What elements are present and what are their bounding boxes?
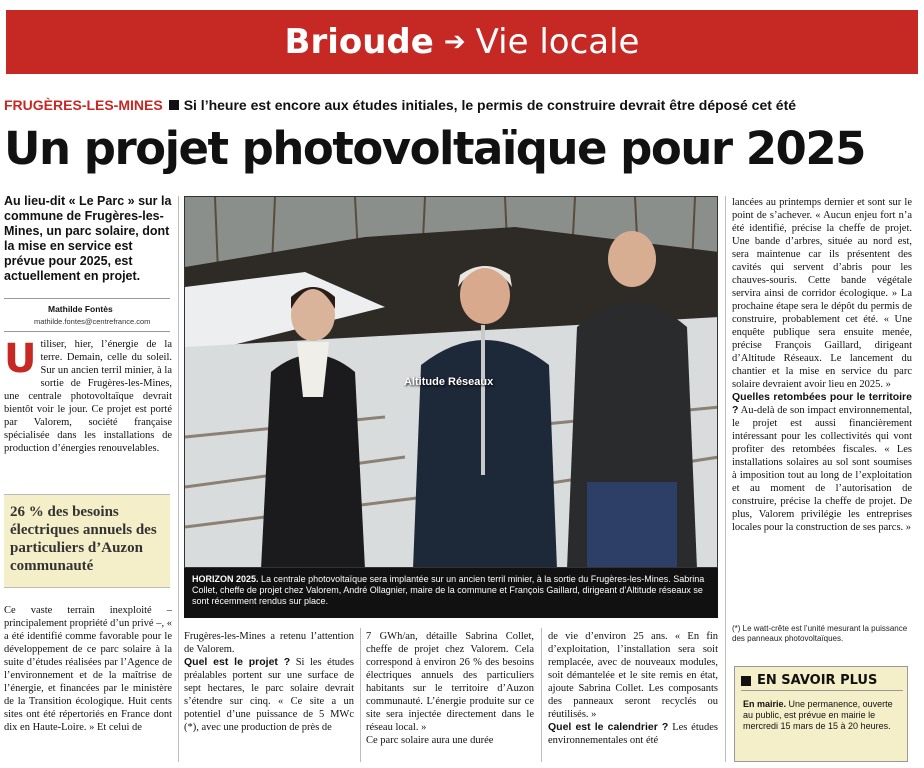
column-rule (541, 628, 542, 762)
square-bullet-icon (741, 676, 751, 686)
column-text: lancées au printemps dernier et sont sur le point de s’achever. « Aucun enjeu fort n’a été identifié, précise la cheffe de projet. Une bande d’arbres, située au nord est, sera maintenue car ils présentent des cavités qui servent d’abris pour les chauves-souris. Cette bande végétale servira ainsi de corridor écologique. » La prochaine étape sera le dépôt du permis de construire, probablement cet été. « Une enquête publique sera ensuite menée, précise François Gaillard, dirigeant d’Altitude Réseaux. Le lancement du chantier et la mise en service du parc solaire devraient avoir lieu en 2025. » (732, 197, 912, 390)
article-column-3 (366, 630, 534, 747)
article-column-1b: Ce vaste terrain inexploité – principalement propriété d’un privé –, « a été identifié comme favorable pour le développement de ce parc solaire à la suite d’études réalisées par l’Agence de l’environnement et de la maîtrise de l’énergie, et financées par le ministère de la Transition écologique. Huit cents sites ont été répertoriés en France dont dix en Haute-Loire. » Et celui de (4, 605, 172, 733)
banner-section: Vie locale (475, 22, 640, 62)
column-text: Frugères-les-Mines a retenu l’attention de Valorem. (184, 631, 354, 655)
banner-city: Brioude (284, 22, 434, 62)
square-bullet-icon (169, 100, 179, 110)
photo-caption (184, 568, 718, 618)
photo-watermark: Altitude Réseaux (404, 376, 494, 388)
pull-quote: 26 % des besoins électriques annuels des particuliers d’Auzon communauté (4, 494, 170, 588)
info-box-text: Une permanence, ouverte au public, est prévue en mairie le mercredi 15 mars de 15 à 20 heures. (743, 699, 893, 731)
column-text: Si les études préalables portent sur une surface de sept hectares, le parc solaire devrait s’étendre sur cinq. « Ce site a un potentiel d’une puissance de 5 MWc (*), avec une production de près de (184, 657, 354, 733)
article-column-2 (184, 630, 354, 734)
column-text: Ce parc solaire aura une durée (366, 735, 494, 746)
divider (4, 298, 170, 299)
column-rule (725, 196, 726, 762)
info-box-body (743, 699, 903, 732)
column-rule (360, 628, 361, 762)
info-box-header (741, 671, 903, 691)
arrow-right-icon: ➔ (443, 27, 466, 57)
divider (4, 331, 170, 332)
subheading: Quelles retombées pour le territoire ? (732, 391, 912, 416)
subheading: Quel est le projet ? (184, 656, 291, 668)
info-box-title: EN SAVOIR PLUS (757, 673, 878, 688)
column-text: tiliser, hier, l’énergie de la terre. Demain, celle du soleil. Sur un ancien terril minier, à la sortie de Frugères-les-Mines, une centrale photovoltaïque devrait bientôt voir le jour. Ce projet est porté par Valorem, société française spécialisée dans les installations de production d’énergies renouvelables. (4, 339, 172, 454)
caption-label: HORIZON 2025. (192, 574, 259, 584)
column-text: Les études environnementales ont été (548, 722, 718, 746)
section-banner (6, 10, 918, 74)
column-text: Au-delà de son impact environnemental, le projet est aussi financièrement intéressant pour les collectivités qui vont profiter des retombées fiscales. « Les installations solaires au sol sont soumises à imposition tout au long de l’exploitation et au moment de l’autorisation de construire, précise la cheffe de projet. De plus, Valorem privilégie les entreprises locales pour la construction de ses parcs. » (732, 405, 913, 533)
subheading: Quel est le calendrier ? (548, 721, 669, 733)
kicker-text: Si l’heure est encore aux études initiales, le permis de construire devrait être déposé cet été (183, 97, 797, 113)
column-rule (178, 196, 179, 762)
info-box (734, 666, 908, 762)
author-email[interactable]: mathilde.fontes@centrefrance.com (34, 317, 151, 326)
article-column-1 (4, 338, 172, 455)
caption-text: La centrale photovoltaïque sera implantée sur un ancien terril minier, à la sortie du Frugères-les-Mines. Sabrina Collet, cheffe de projet chez Valorem, André Ollagnier, maire de la commune et François Gaillard, dirigeant d’Altitude réseaux se sont récemment rendus sur place. (192, 574, 705, 606)
info-box-label: En mairie. (743, 699, 787, 709)
column-text: 7 GWh/an, détaille Sabrina Collet, cheffe de projet chez Valorem. Cela correspond à environ 26 % des besoins électriques annuels des particuliers habitants sur le territoire d’Auzon communauté. L’énergie produite sur ce site sera injectée directement dans le réseau local. » (366, 631, 534, 733)
column-text: de vie d’environ 25 ans. « En fin d’exploitation, l’installation sera soit remplacée, avec de nouveaux modules, soit démantelée et le site remis en état, ajoute Sabrina Collet. Les composants des panneaux seront recyclés ou réutilisés. » (548, 631, 718, 720)
kicker (4, 94, 796, 116)
headline: Un projet photovoltaïque pour 2025 (4, 122, 865, 175)
article-column-5 (732, 196, 912, 534)
lede: Au lieu-dit « Le Parc » sur la commune de Frugères-les-Mines, un parc solaire, dont la mise en service est prévue pour 2025, est actuellement en projet. (4, 194, 172, 283)
kicker-location: FRUGÈRES-LES-MINES (4, 97, 163, 113)
article-column-4 (548, 630, 718, 747)
dropcap: U (4, 336, 37, 382)
footnote: (*) Le watt-crête est l’unité mesurant la puissance des panneaux photovoltaïques. (732, 624, 908, 643)
author-name: Mathilde Fontès (48, 304, 113, 314)
